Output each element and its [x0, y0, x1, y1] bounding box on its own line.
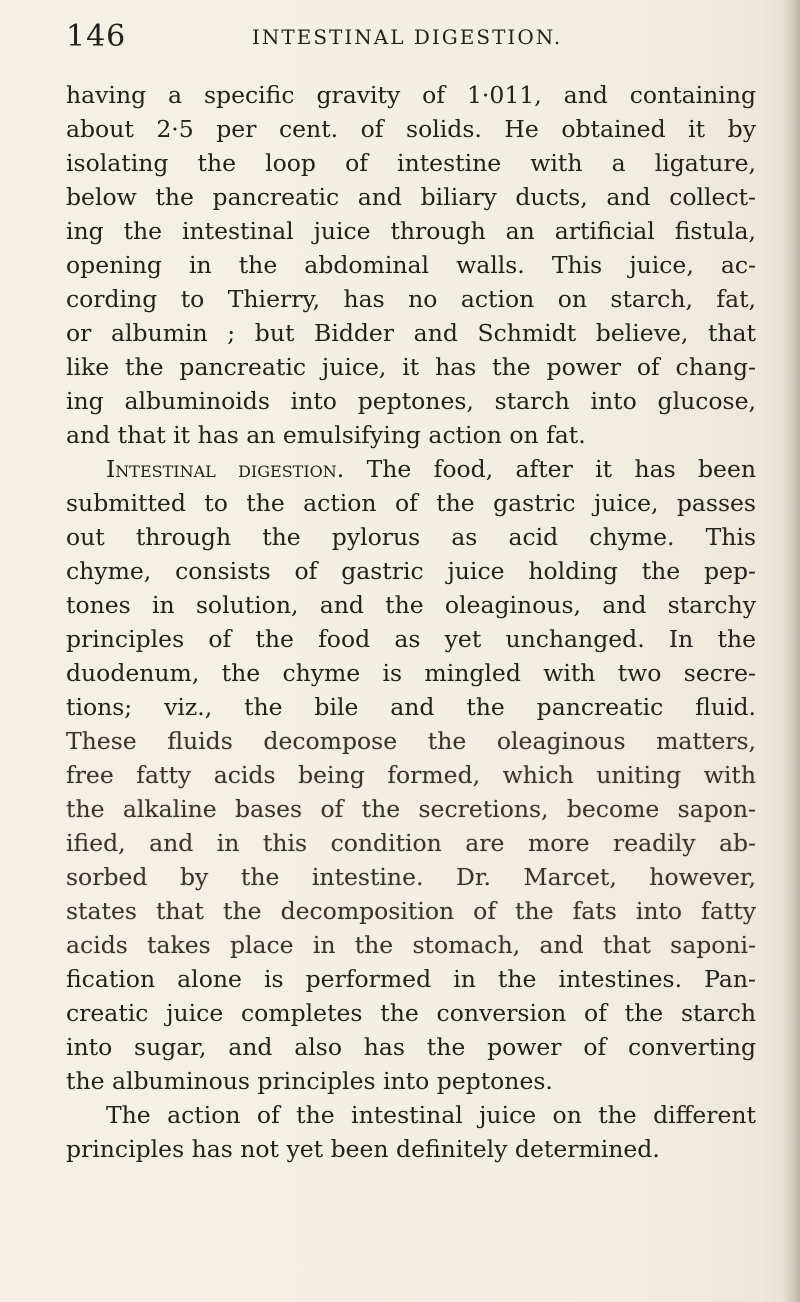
text-line: principles has not yet been definitely determined.	[66, 1135, 660, 1163]
text-line: sorbed by the intestine. Dr. Marcet, however,	[66, 863, 756, 891]
text-line: These fluids decompose the oleaginous matters,	[66, 727, 756, 755]
body-text	[66, 78, 756, 1166]
text-line: below the pancreatic and biliary ducts, and collect-	[66, 183, 756, 211]
text-line: principles of the food as yet unchanged. In the	[66, 625, 756, 653]
section-heading: Intestinal digestion.	[106, 455, 345, 483]
text-line: the albuminous principles into peptones.	[66, 1067, 553, 1095]
text-line: tions; viz., the bile and the pancreatic fluid.	[66, 693, 756, 721]
text-line: and that it has an emulsifying action on fat.	[66, 421, 586, 449]
text-line: like the pancreatic juice, it has the power of chang-	[66, 353, 756, 381]
text-line: having a specific gravity of 1·011, and containing	[66, 81, 756, 109]
page-number: 146	[66, 19, 127, 54]
text-line: The action of the intestinal juice on the different	[106, 1101, 756, 1129]
text-line: cording to Thierry, has no action on starch, fat,	[66, 285, 756, 313]
text-line: submitted to the action of the gastric juice, passes	[66, 489, 756, 517]
text-line: chyme, consists of gastric juice holding the pep-	[66, 557, 756, 585]
text-line: ified, and in this condition are more readily ab-	[66, 829, 756, 857]
text-line: out through the pylorus as acid chyme. This	[66, 523, 756, 551]
page-header	[66, 14, 766, 60]
text-line: acids takes place in the stomach, and that saponi-	[66, 931, 756, 959]
text-line: The food, after it has been	[366, 455, 756, 483]
running-head: INTESTINAL DIGESTION.	[252, 25, 563, 49]
text-line: into sugar, and also has the power of converting	[66, 1033, 756, 1061]
section-heading-line	[66, 452, 756, 486]
text-line: opening in the abdominal walls. This juice, ac-	[66, 251, 756, 279]
text-line: duodenum, the chyme is mingled with two secre-	[66, 659, 756, 687]
text-line: or albumin ; but Bidder and Schmidt believe, that	[66, 319, 756, 347]
text-line: the alkaline bases of the secretions, become sapon-	[66, 795, 756, 823]
text-line: free fatty acids being formed, which uniting with	[66, 761, 756, 789]
text-line: fication alone is performed in the intestines. Pan-	[66, 965, 756, 993]
text-line: tones in solution, and the oleaginous, and starchy	[66, 591, 756, 619]
page-binding-shadow	[782, 0, 800, 1302]
text-line: isolating the loop of intestine with a ligature,	[66, 149, 756, 177]
text-line: ing the intestinal juice through an artificial fistula,	[66, 217, 756, 245]
text-line: ing albuminoids into peptones, starch into glucose,	[66, 387, 756, 415]
text-line: about 2·5 per cent. of solids. He obtained it by	[66, 115, 756, 143]
text-line: creatic juice completes the conversion of the starch	[66, 999, 756, 1027]
text-line: states that the decomposition of the fats into fatty	[66, 897, 756, 925]
